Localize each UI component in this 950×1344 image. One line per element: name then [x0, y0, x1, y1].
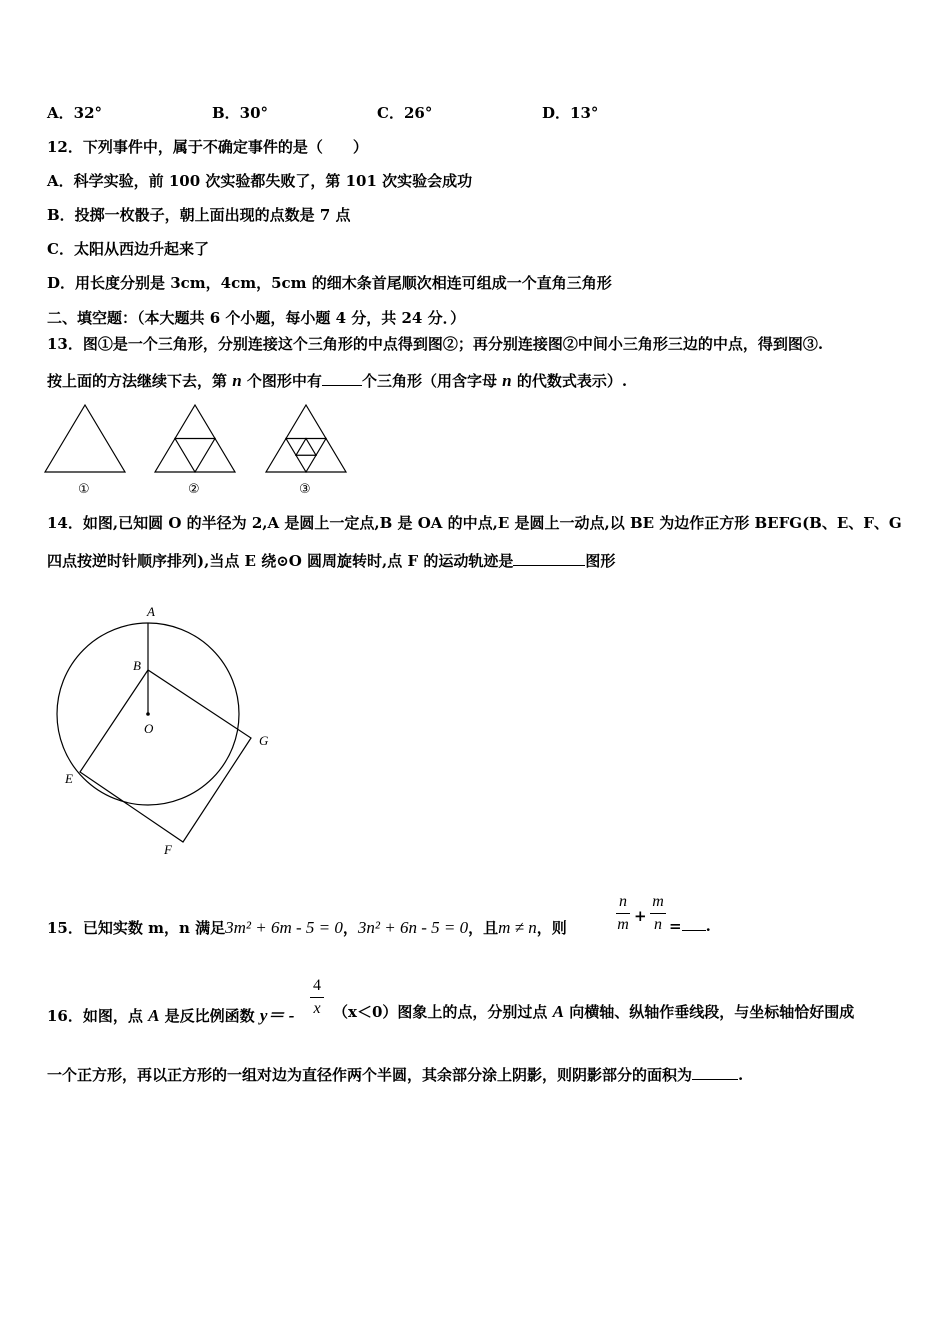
q14-circle-figure [40, 600, 300, 860]
q16-line1-left: 16．如图，点 A 是反比例函数 y＝ - [47, 1006, 295, 1025]
label-o: O [144, 721, 154, 736]
q16-fraction-4-over-x: 4 x [310, 977, 324, 1018]
q13-triangle-figures [40, 400, 360, 500]
q12-option-d: D．用长度分别是 3cm，4cm，5cm 的细木条首尾顺次相连可组成一个直角三角形 [47, 274, 612, 292]
q14-line2: 四点按逆时针顺序排列),当点 E 绕⊙O 圆周旋转时,点 F 的运动轨迹是 图形 [47, 552, 616, 570]
q12-option-a: A．科学实验，前 100 次实验都失败了，第 101 次实验会成功 [47, 172, 473, 190]
q12-stem: 12．下列事件中，属于不确定事件的是（ ） [47, 138, 368, 156]
label-f: F [164, 842, 172, 857]
label-a: A [147, 604, 155, 619]
q12-option-c: C．太阳从西边升起来了 [47, 240, 209, 258]
label-b: B [133, 658, 141, 673]
fig2-label: ② [188, 482, 200, 497]
fig2-mid-triangle [175, 439, 215, 473]
q15-plus: + [634, 907, 647, 925]
q15-answer-blank: = . [669, 917, 711, 935]
q12-option-b: B．投掷一枚骰子，朝上面出现的点数是 7 点 [47, 206, 351, 224]
square-befg [80, 670, 251, 842]
q11-option-b: B．30° [212, 104, 269, 122]
q14-line1: 14．如图,已知圆 O 的半径为 2,A 是圆上一定点,B 是 OA 的中点,E 是圆上一动点,以 BE 为边作正方形 BEFG(B、E、F、G [47, 514, 902, 532]
q16-line1-right: （x＜0）图象上的点，分别过点 A 向横轴、纵轴作垂线段，与坐标轴恰好围成 [333, 1002, 855, 1021]
label-e: E [65, 771, 73, 786]
q11-option-c: C．26° [377, 104, 433, 122]
label-g: G [259, 733, 269, 748]
q15-fraction-n-over-m: n m [617, 893, 629, 933]
q15-eq2: 3n² + 6n - 5 = 0 [357, 918, 469, 937]
point-o [146, 712, 150, 716]
q16-line2: 一个正方形，再以正方形的一组对边为直径作两个半圆，其余部分涂上阴影，则阴影部分的面积为 . [47, 1066, 744, 1084]
q11-option-d: D．13° [542, 104, 599, 122]
section-heading: 二、填空题：（本大题共 6 个小题，每小题 4 分，共 24 分．） [47, 309, 466, 327]
fig3-label: ③ [299, 482, 311, 497]
q15-eq1: 3m² + 6m - 5 = 0 [225, 918, 343, 937]
q13-line1: 13．图①是一个三角形，分别连接这个三角形的中点得到图②；再分别连接图②中间小三角形三边的中点，得到图③. [47, 335, 824, 353]
q13-line2: 按上面的方法继续下去，第 n 个图形中有 个三角形（用含字母 n 的代数式表示）. [47, 371, 628, 390]
fig3-inner-triangle [296, 439, 316, 456]
q15-fraction-m-over-n: m n [650, 893, 666, 934]
q11-option-a: A．32° [47, 104, 103, 122]
q15-line: 15．已知实数 m，n 满足3m² + 6m - 5 = 0，3n² + 6n - 5 = 0，且m ≠ n，则 [47, 918, 567, 937]
fig1-triangle [45, 405, 125, 472]
fig1-label: ① [78, 482, 90, 497]
q15-condition: m ≠ n [498, 918, 537, 937]
